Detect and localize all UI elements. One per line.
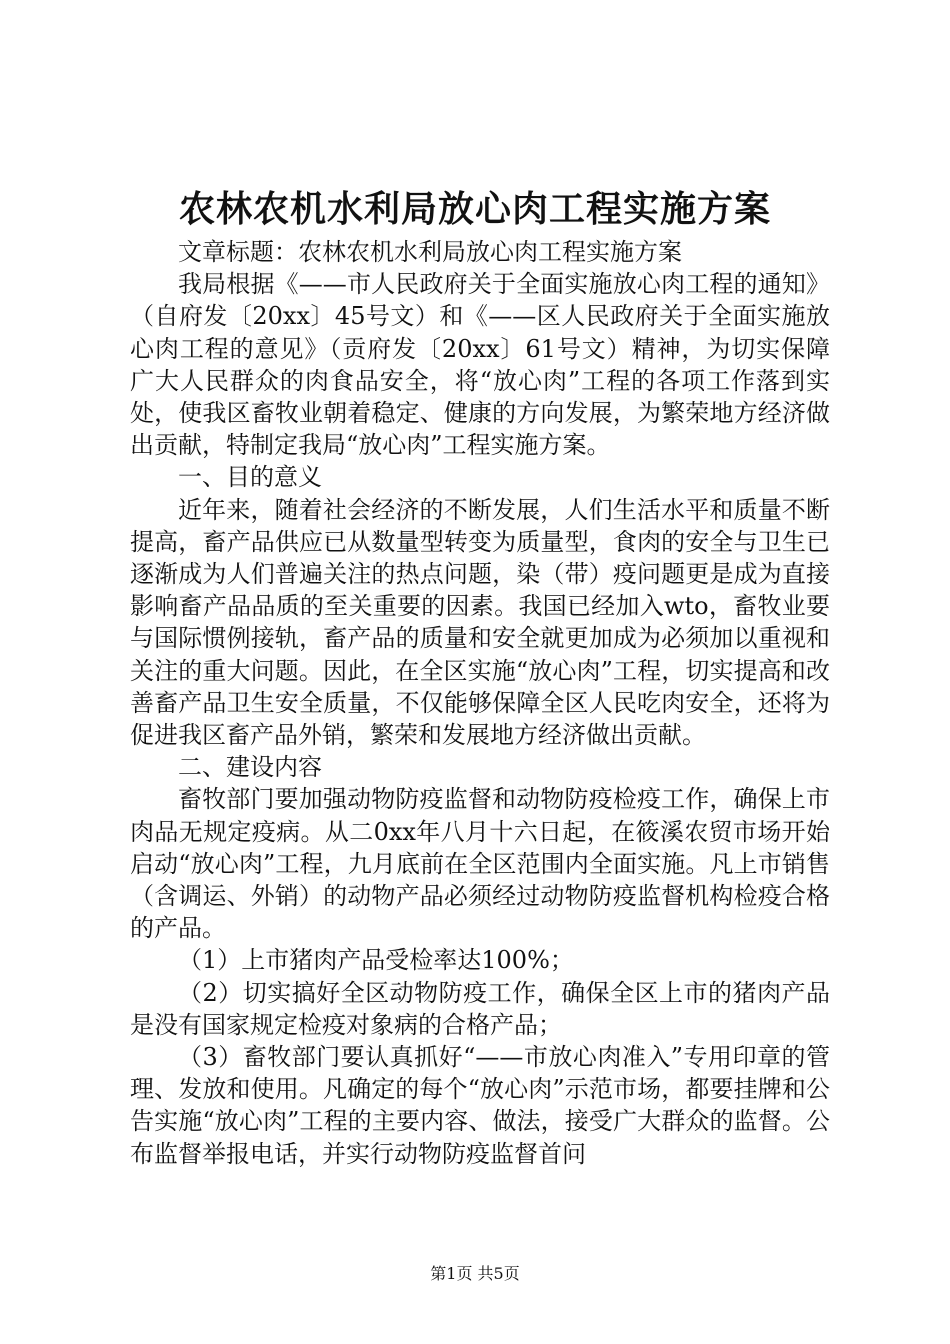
section-heading-content: 二、建设内容: [178, 753, 322, 782]
list-item-1: （1）上市猪肉产品受检率达100%；: [178, 946, 574, 975]
document-title: 农林农机水利局放心肉工程实施方案: [178, 188, 771, 230]
intro-paragraph: 我局根据《——市人民政府关于全面实施放心肉工程的通知》（自府发〔20xx〕45号文）和《——区人民政府关于全面实施放心肉工程的意见》（贡府发〔20xx〕61号文）精神，为切实保障广大人民群众的肉食品安全，将“放心肉”工程的各项工作落到实处，使我区畜牧业朝着稳定、健康的方向发展，为繁荣地方经济做出贡献，特制定我局“放心肉”工程实施方案。: [130, 270, 830, 460]
article-title-line: 文章标题：农林农机水利局放心肉工程实施方案: [178, 238, 682, 266]
list-item-3: （3）畜牧部门要认真抓好“——市放心肉准入”专用印章的管理、发放和使用。凡确定的每个“放心肉”示范市场，都要挂牌和公告实施“放心肉”工程的主要内容、做法，接受广大群众的监督。公布监督举报电话，并实行动物防疫监督首问: [130, 1043, 830, 1168]
purpose-paragraph: 近年来，随着社会经济的不断发展，人们生活水平和质量不断提高，畜产品供应已从数量型转变为质量型，食肉的安全与卫生已逐渐成为人们普遍关注的热点问题，染（带）疫问题更是成为直接影响畜产品品质的至关重要的因素。我国已经加入wto，畜牧业要与国际惯例接轨，畜产品的质量和安全就更加成为必须加以重视和关注的重大问题。因此，在全区实施“放心肉”工程，切实提高和改善畜产品卫生安全质量，不仅能够保障全区人民吃肉安全，还将为促进我区畜产品外销，繁荣和发展地方经济做出贡献。: [130, 495, 830, 750]
section-heading-purpose: 一、目的意义: [178, 463, 322, 492]
page-footer: 第1页 共5页: [430, 1264, 520, 1283]
document-body: [130, 236, 830, 1170]
list-item-2: （2）切实搞好全区动物防疫工作，确保全区上市的猪肉产品是没有国家规定检疫对象病的合格产品；: [130, 978, 830, 1039]
content-paragraph: 畜牧部门要加强动物防疫监督和动物防疫检疫工作，确保上市肉品无规定疫病。从二0xx年八月十六日起，在筱溪农贸市场开始启动“放心肉”工程，九月底前在全区范围内全面实施。凡上市销售（含调运、外销）的动物产品必须经过动物防疫监督机构检疫合格的产品。: [130, 785, 830, 943]
